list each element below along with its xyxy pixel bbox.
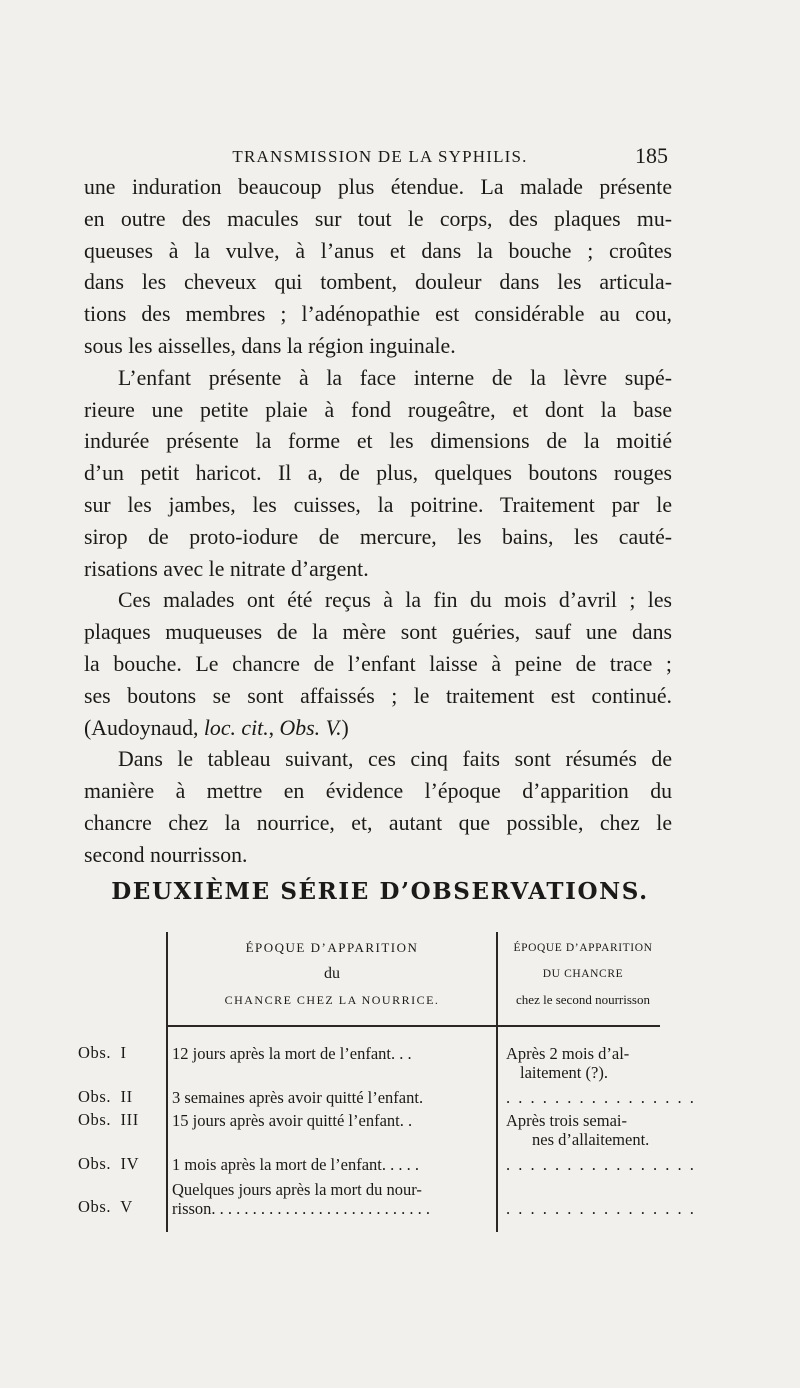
text-line: manière à mettre en évidence l’époque d’apparition du <box>84 779 672 804</box>
row-label-obs-4: Obs. IV <box>78 1154 140 1173</box>
text-line: rieure une petite plaie à fond rougeâtre, et dont la base <box>84 397 672 422</box>
paragraph-3 <box>84 585 672 744</box>
page-number: 185 <box>635 143 668 168</box>
col1-header-line1: ÉPOQUE D’APPARITION <box>245 940 419 955</box>
cell-nourrice-obs-1: 12 jours après la mort de l’enfant. . . <box>172 1044 412 1063</box>
running-head <box>80 143 680 171</box>
cell-nourrice-obs-2: 3 semaines après avoir quitté l’enfant. <box>172 1088 424 1107</box>
text-line: sirop de proto-iodure de mercure, les bains, les cauté- <box>84 524 672 549</box>
paragraph-4 <box>84 744 672 871</box>
col2-header-line3: chez le second nourrisson <box>516 992 650 1007</box>
cell-nourrisson-obs-3-line2: nes d’allaitement. <box>532 1130 650 1149</box>
citation-sep: , <box>268 715 280 740</box>
cell-nourrisson-obs-5: . . . . . . . . . . . . . . . . <box>506 1199 696 1218</box>
cell-nourrisson-obs-3-line1: Après trois semai- <box>506 1111 627 1130</box>
cell-nourrice-obs-5-line2: risson. . . . . . . . . . . . . . . . . . . . . . . . . . . <box>172 1199 431 1218</box>
cell-nourrisson-obs-1-line2: laitement (?). <box>520 1063 608 1082</box>
text-line: la bouche. Le chancre de l’enfant laisse à peine de trace ; <box>84 651 672 676</box>
header-rule <box>166 1025 660 1027</box>
text-line: sous les aisselles, dans la région inguinale. <box>84 333 456 358</box>
text-line: queuses à la vulve, à l’anus et dans la bouche ; croûtes <box>84 238 672 263</box>
cell-nourrice-obs-3: 15 jours après avoir quitté l’enfant. . <box>172 1111 413 1130</box>
row-label-obs-2: Obs. II <box>78 1087 133 1106</box>
section-heading: DEUXIÈME SÉRIE D’OBSERVATIONS. <box>111 878 649 905</box>
text-line: d’un petit haricot. Il a, de plus, quelques boutons rouges <box>84 461 672 486</box>
citation-loc: loc. cit. <box>203 715 269 740</box>
body-text <box>84 172 672 872</box>
text-line: dans les cheveux qui tombent, douleur dans les articula- <box>84 270 672 295</box>
text-line: indurée présente la forme et les dimensions de la moitié <box>84 429 672 454</box>
running-title: TRANSMISSION DE LA SYPHILIS. <box>232 147 528 166</box>
observations-table <box>74 930 696 1240</box>
cell-nourrice-obs-4: 1 mois après la mort de l’enfant. . . . . <box>172 1155 419 1174</box>
text-line: plaques muqueuses de la mère sont guéries, sauf une dans <box>84 620 672 645</box>
col2-header-line1: ÉPOQUE D’APPARITION <box>513 942 653 954</box>
row-label-obs-1: Obs. I <box>78 1043 127 1062</box>
row-label-obs-3: Obs. III <box>78 1110 139 1129</box>
text-line: Ces malades ont été reçus à la fin du mois d’avril ; les <box>118 588 672 613</box>
text-line: sur les jambes, les cuisses, la poitrine. Traitement par le <box>84 492 672 517</box>
text-line: en outre des macules sur tout le corps, des plaques mu- <box>84 206 672 231</box>
text-line: Dans le tableau suivant, ces cinq faits sont résumés de <box>118 747 672 772</box>
cell-nourrice-obs-5-line1: Quelques jours après la mort du nour- <box>172 1180 422 1199</box>
text-line: L’enfant présente à la face interne de la lèvre supé- <box>118 365 672 390</box>
citation-prefix: (Audoynaud, <box>84 715 204 740</box>
text-line: une induration beaucoup plus étendue. La malade présente <box>84 175 672 199</box>
col2-header-line2: DU CHANCRE <box>542 968 624 980</box>
text-line: risations avec le nitrate d’argent. <box>84 556 369 581</box>
col1-header-line3: CHANCRE CHEZ LA NOURRICE. <box>224 993 440 1007</box>
text-line: second nourrisson. <box>84 842 248 867</box>
paragraph-2 <box>84 363 672 586</box>
cell-nourrisson-obs-2: . . . . . . . . . . . . . . . . <box>506 1088 696 1107</box>
citation-line <box>84 713 672 745</box>
col1-header-line2: du <box>324 965 340 982</box>
cell-nourrisson-obs-4: . . . . . . . . . . . . . . . . <box>506 1155 696 1174</box>
text-line: ses boutons se sont affaissés ; le traitement est continué. <box>84 683 672 708</box>
row-label-obs-5: Obs. V <box>78 1197 133 1216</box>
paragraph-1 <box>84 172 672 363</box>
text-line: chancre chez la nourrice, et, autant que possible, chez le <box>84 810 672 835</box>
citation-suffix: ) <box>341 715 349 740</box>
cell-nourrisson-obs-1-line1: Après 2 mois d’al- <box>506 1044 630 1063</box>
citation-obs: Obs. V. <box>279 715 342 740</box>
text-line: tions des membres ; l’adénopathie est considérable au cou, <box>84 302 672 327</box>
